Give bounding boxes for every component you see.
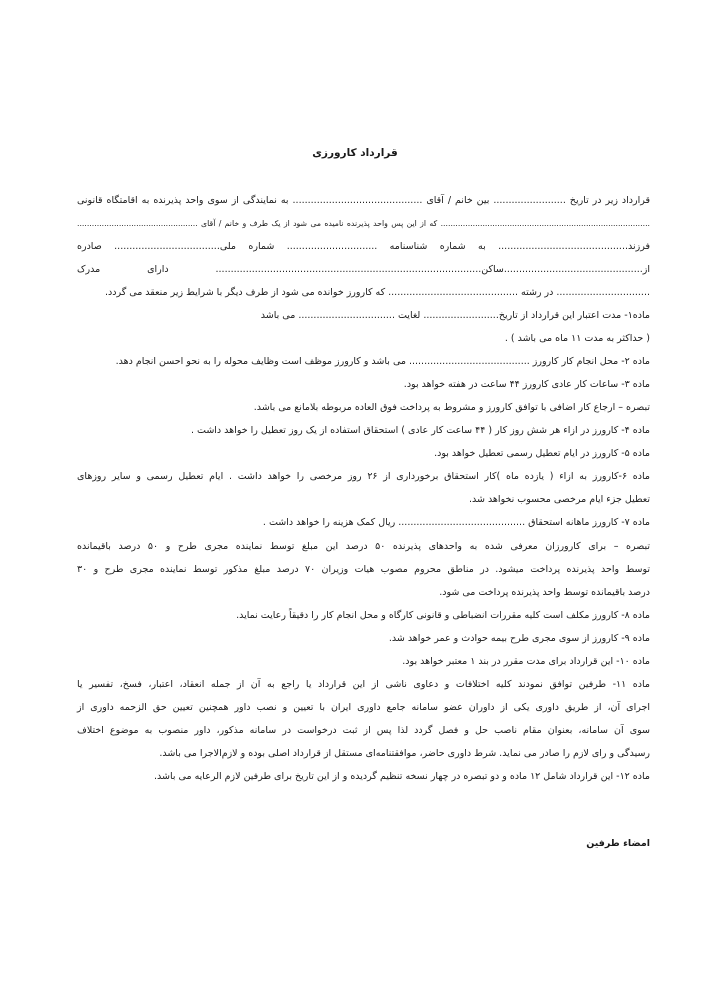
contract-line: ............................... در رشته ........................................... که کارورز خوانده می شود از طرف دیگر با شرایط زیر منعقد می گردد. (105, 287, 650, 298)
article-4: ماده ۴- کارورز در ازاء هر شش روز کار ( ۴۴ ساعت کار عادی ) استحقاق استفاده از یک روز تعطیل را خواهد داشت . (190, 425, 650, 436)
article-1: ماده۱- مدت اعتبار این قرارداد از تاریخ......................... لغایت ................................ می باشد (260, 310, 650, 321)
article-3-note: تبصره – ارجاع کار اضافی با توافق کارورز و مشروط به پرداخت فوق العاده مربوطه بلامانع می باشد. (253, 402, 650, 413)
article-5: ماده ۵- کارورز در ایام تعطیل رسمی تعطیل خواهد بود. (434, 448, 650, 459)
article-7: ماده ۷- کارورز ماهانه استحقاق .......................................... ریال کمک هزینه را خواهد داشت . (262, 517, 650, 528)
contract-line: فرزند........................................... به شماره شناسنامه .............................. شماره ملی................................... صادره (77, 241, 650, 252)
signature-label: امضاء طرفین (586, 838, 650, 849)
article-11-cont: اجرای آن، از طریق داوری یکی از داوران عضو سامانه جامع داوری ایران با تعیین و نصب داور همچنین تعیین حق الزحمه داوری از (77, 702, 650, 713)
contract-line: از..............................................ساکن........................................................................................ دارای مدرک (77, 264, 650, 275)
article-2: ماده ۲- محل انجام کار کارورز ........................................ می باشد و کارورز موظف است وظایف محوله را به نحو احسن انجام دهد. (115, 356, 650, 367)
article-11: ماده ۱۱- طرفین توافق نمودند کلیه اختلافات و دعاوی ناشی از این قرارداد یا راجع به آن از جمله انعقاد، اعتبار، فسخ، تفسیر یا (77, 679, 650, 690)
article-8: ماده ۸- کارورز مکلف است کلیه مقررات انضباطی و قانونی کارگاه و محل انجام کار را دقیقاً رعایت نماید. (236, 610, 650, 621)
contract-line: قرارداد زیر در تاریخ ........................ بین خانم / آقای ........................................... به نمایندگی از سوی واحد پذیرنده به اقامتگاه قانونی (77, 195, 650, 206)
document-title: قرارداد کارورزی (312, 147, 398, 159)
article-12: ماده ۱۲- این قرارداد شامل ۱۲ ماده و دو تبصره در چهار نسخه تنظیم گردیده و از این تاریخ برای طرفین لازم الرعایه می باشد. (154, 771, 650, 782)
article-7-note-cont: درصد باقیمانده توسط واحد پذیرنده پرداخت می شود. (439, 587, 650, 598)
article-6-cont: تعطیل جزء ایام مرخصی محسوب نخواهد شد. (468, 494, 650, 505)
article-9: ماده ۹- کارورز از سوی مجری طرح بیمه حوادث و عمر خواهد شد. (388, 633, 650, 644)
article-11-cont: رسیدگی و رای لازم را صادر می نماید. شرط داوری حاضر، موافقتنامه‌ای مستقل از قرارداد اصلی بوده و لازم‌الاجرا می باشد. (159, 748, 650, 759)
article-3: ماده ۳- ساعات کار عادی کارورز ۴۴ ساعت در هفته خواهد بود. (403, 379, 650, 390)
contract-line: ..................................................................................... که از این پس واحد پذیرنده نامیده می شود از یک طرف و خانم / آقای ................................................. (77, 219, 650, 228)
article-7-note: تبصره – برای کارورزان معرفی شده به واحدهای پذیرنده ۵۰ درصد این مبلغ توسط نماینده مجری طرح و ۵۰ درصد باقیمانده (77, 541, 650, 552)
article-6: ماده ۶-کارورز به ازاء ( یازده ماه )کار استحقاق برخورداری از ۲۶ روز مرخصی را خواهد داشت . ایام تعطیل رسمی و سایر روزهای (77, 471, 650, 482)
article-1-note: ( حداکثر به مدت ۱۱ ماه می باشد ) . (504, 333, 650, 344)
article-11-cont: سوی آن سامانه، بعنوان مقام ناصب حل و فصل گردد لذا پس از ثبت درخواست در سامانه مذکور، داور منصوب به موضوع اختلاف (77, 725, 650, 736)
article-10: ماده ۱۰- این قرارداد برای مدت مقرر در بند ۱ معتبر خواهد بود. (402, 656, 650, 667)
article-7-note-cont: توسط واحد پذیرنده پرداخت میشود. در مناطق محروم مصوب هیات وزیران ۷۰ درصد مبلغ مذکور توسط نماینده مجری طرح و ۳۰ (77, 564, 650, 575)
